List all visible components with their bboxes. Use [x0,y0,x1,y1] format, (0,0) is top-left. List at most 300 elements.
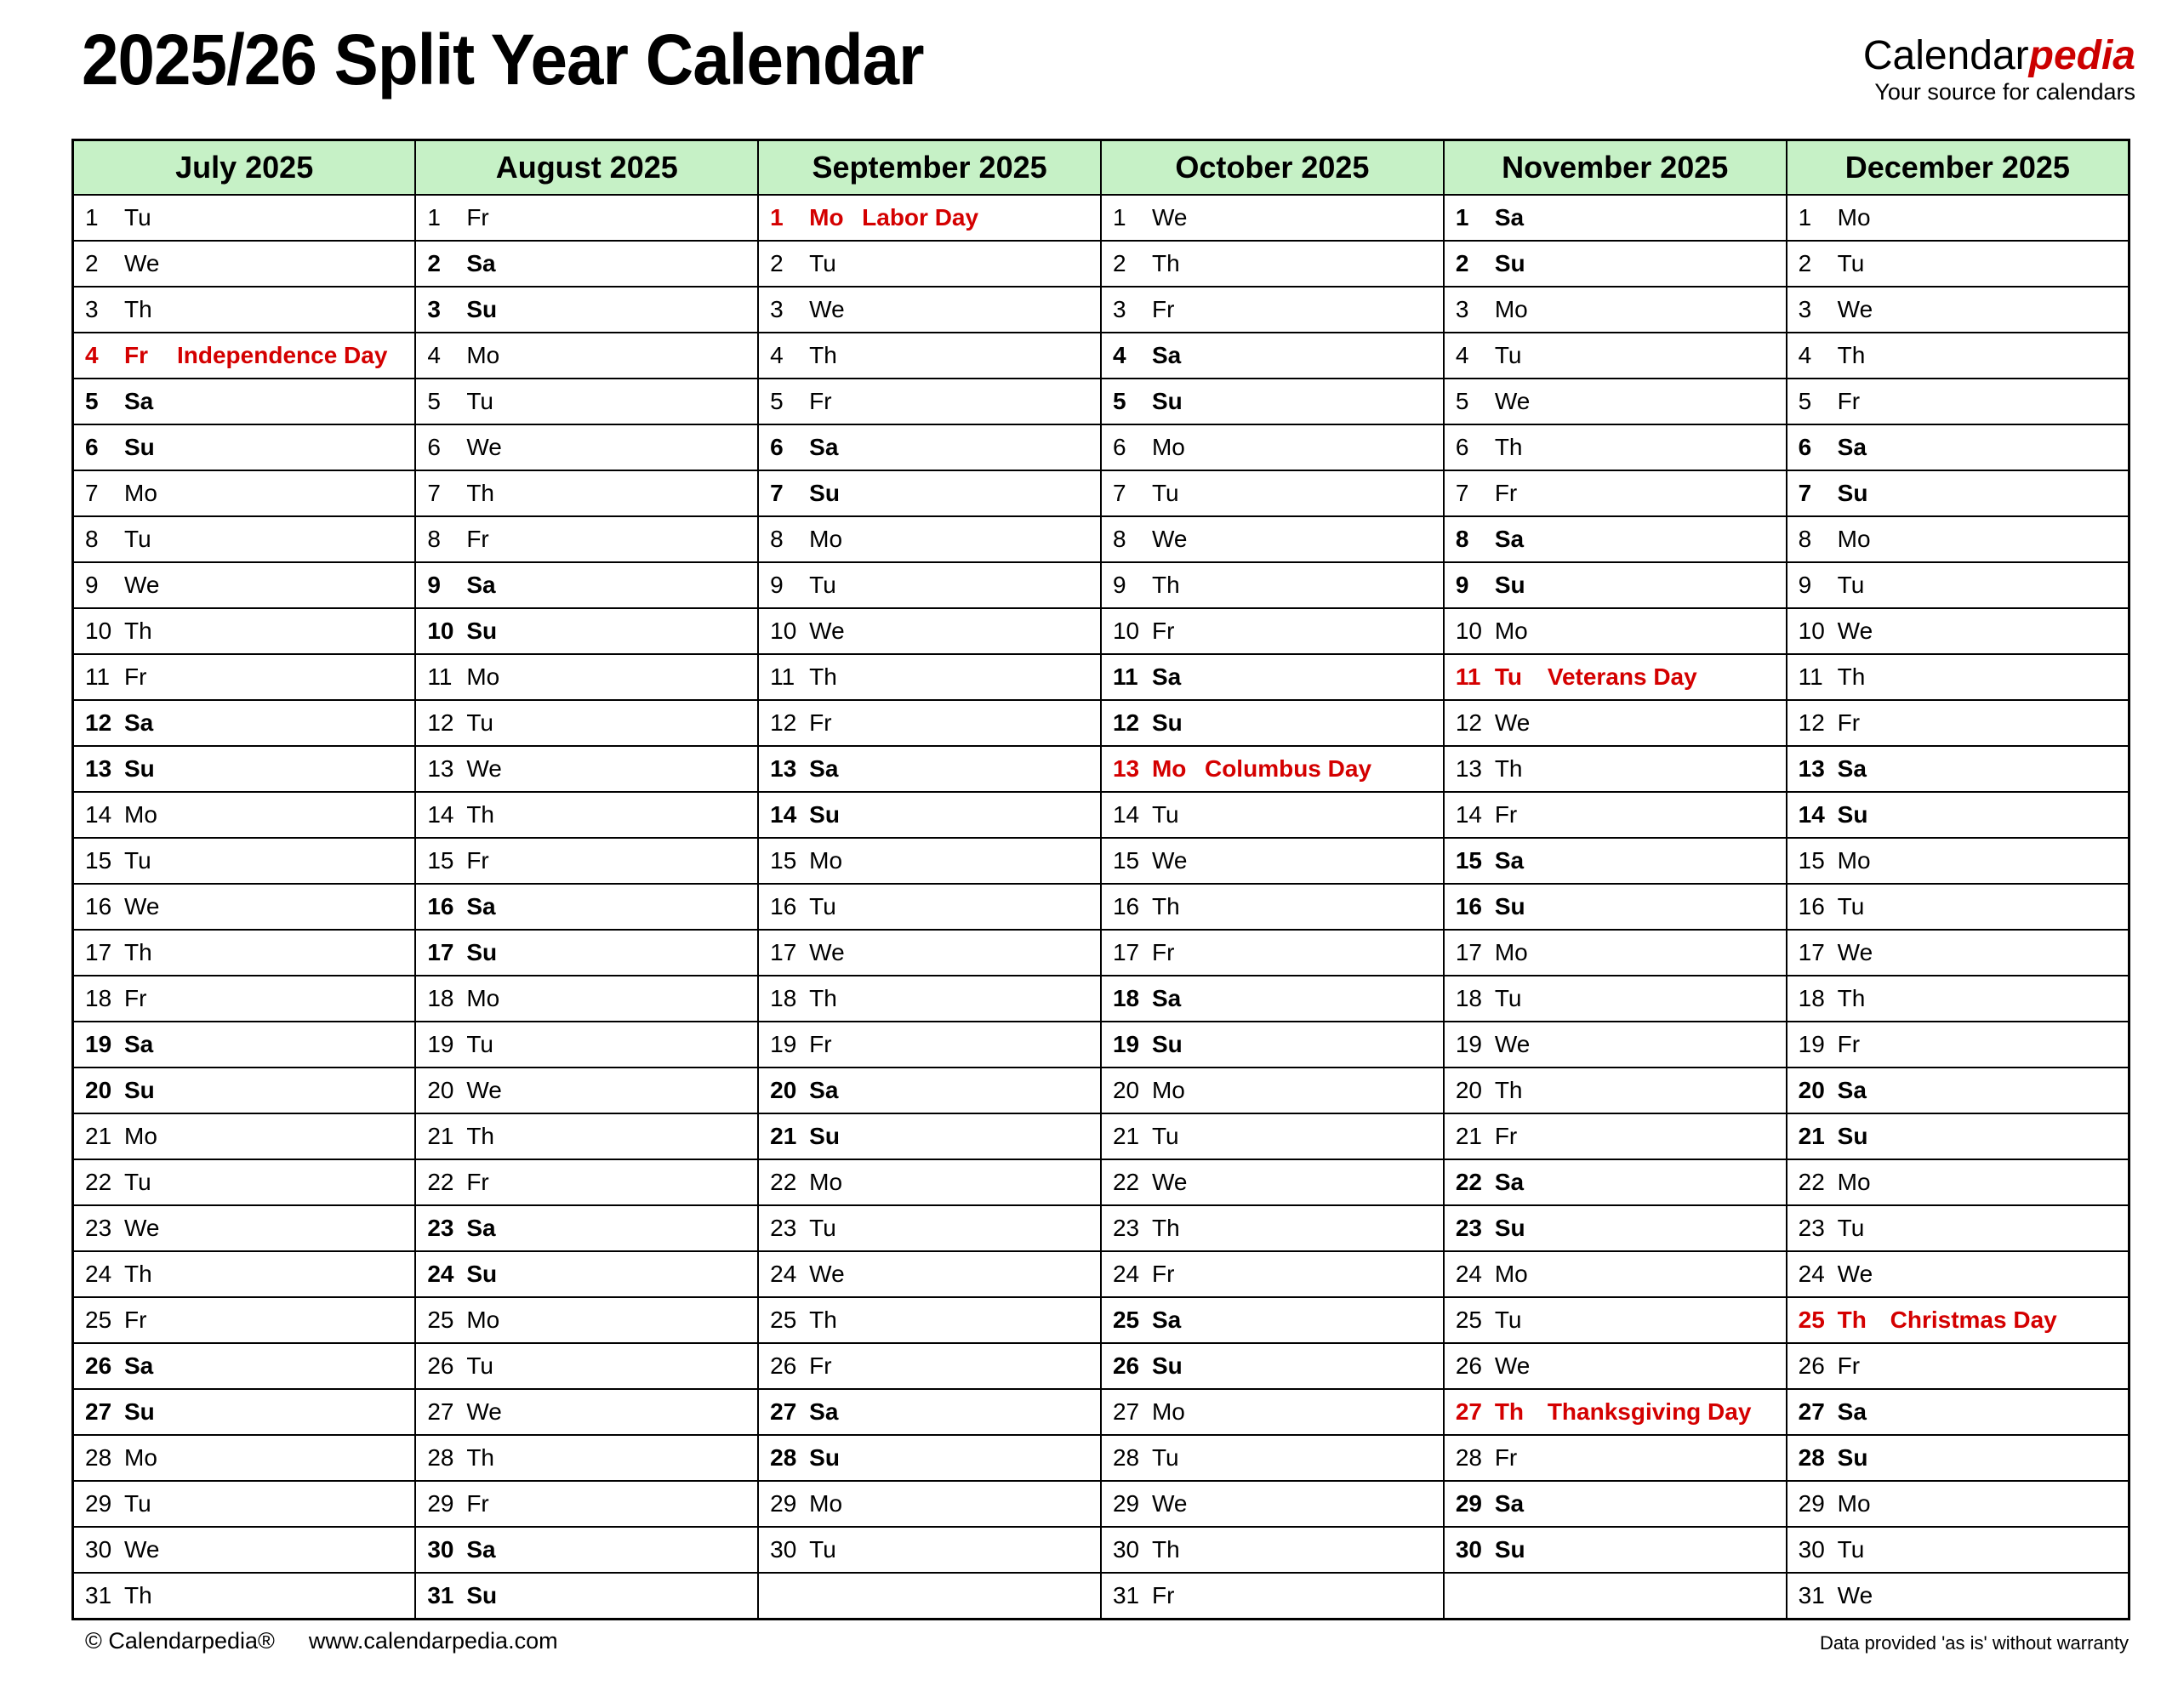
day-number: 25 [770,1307,797,1333]
day-number: 12 [85,709,112,736]
day-weekday: Sa [1151,985,1182,1011]
day-cell [1787,1435,2130,1481]
day-weekday: Mo [1151,755,1187,782]
day-weekday: Su [1494,893,1525,919]
day-row-21 [73,1113,2130,1159]
day-weekday: Fr [1494,1123,1518,1149]
day-cell [73,976,416,1022]
day-cell [758,838,1101,884]
day-weekday: Th [124,1582,152,1608]
day-number: 8 [427,526,441,552]
day-cell [1787,562,2130,608]
split-year-calendar-table [71,139,2130,1620]
day-cell [73,470,416,516]
day-cell [415,379,758,424]
day-number: 30 [1112,1536,1140,1563]
day-cell [1444,333,1787,379]
day-cell [1101,930,1444,976]
day-number: 4 [1798,342,1812,368]
day-cell [1787,1481,2130,1527]
day-number: 18 [770,985,797,1011]
day-weekday: Su [466,1261,498,1287]
day-cell [1787,1343,2130,1389]
day-number: 20 [770,1077,797,1103]
day-weekday: Tu [1494,342,1522,368]
day-number: 23 [1798,1215,1825,1241]
day-weekday: Su [1837,801,1868,828]
day-weekday: Tu [809,1215,836,1241]
day-number: 23 [85,1215,112,1241]
day-cell [1101,1527,1444,1573]
day-number: 16 [770,893,797,919]
day-number: 17 [427,939,454,965]
day-cell [415,654,758,700]
day-number: 30 [770,1536,797,1563]
day-weekday: Mo [1494,1261,1528,1287]
day-number: 10 [1798,618,1825,644]
day-cell [73,838,416,884]
day-number: 21 [427,1123,454,1149]
day-number: 17 [770,939,797,965]
day-row-13 [73,746,2130,792]
day-number: 9 [427,572,441,598]
day-cell [73,562,416,608]
day-cell [758,379,1101,424]
day-number: 27 [1455,1398,1482,1425]
day-cell [73,516,416,562]
day-number: 4 [427,342,441,368]
day-weekday: Tu [1151,1123,1179,1149]
day-weekday: Tu [466,1352,493,1379]
day-cell [1787,654,2130,700]
day-weekday: We [1151,204,1188,231]
day-cell [1444,1113,1787,1159]
day-cell [758,1022,1101,1068]
day-cell [73,1113,416,1159]
day-number: 25 [1112,1307,1140,1333]
day-number: 30 [1798,1536,1825,1563]
day-number: 31 [1798,1582,1825,1608]
day-cell [1787,746,2130,792]
day-cell [1444,379,1787,424]
day-weekday: Fr [1151,296,1175,322]
day-row-22 [73,1159,2130,1205]
day-weekday: Th [466,1123,495,1149]
day-row-16 [73,884,2130,930]
day-number: 23 [427,1215,454,1241]
day-cell [758,792,1101,838]
day-number: 22 [1455,1169,1482,1195]
day-cell [1101,424,1444,470]
day-weekday: Su [1494,250,1525,276]
day-row-20 [73,1068,2130,1113]
day-cell [73,1159,416,1205]
holiday-label: Thanksgiving Day [1547,1398,1752,1425]
day-weekday: Mo [1837,1490,1871,1517]
day-weekday: Mo [809,204,844,231]
day-cell [1101,1022,1444,1068]
day-cell [415,195,758,241]
day-cell [1444,1251,1787,1297]
day-row-2 [73,241,2130,287]
day-weekday: Sa [466,1536,496,1563]
day-cell [415,1068,758,1113]
day-number: 9 [1112,572,1126,598]
day-weekday: Mo [466,1307,500,1333]
day-number: 9 [85,572,99,598]
day-weekday: Fr [1494,480,1518,506]
day-weekday: Th [466,1444,495,1471]
day-cell [1444,287,1787,333]
day-cell [1101,1068,1444,1113]
day-weekday: Tu [466,709,493,736]
day-number: 6 [1455,434,1469,460]
day-cell [415,1251,758,1297]
day-weekday: Su [809,480,840,506]
copyright-text: © Calendarpedia® [85,1628,275,1654]
day-row-10 [73,608,2130,654]
month-header-december-2025: December 2025 [1787,140,2130,196]
day-weekday: We [809,939,845,965]
day-weekday: Mo [466,985,500,1011]
logo-text-black: Calendar [1862,33,2029,78]
day-cell [1444,1481,1787,1527]
day-cell [1787,516,2130,562]
day-cell [1444,608,1787,654]
day-cell [758,1389,1101,1435]
day-weekday: Fr [1494,1444,1518,1471]
day-weekday: We [1494,1352,1531,1379]
month-header-july-2025: July 2025 [73,140,416,196]
day-number: 13 [85,755,112,782]
day-number: 19 [1112,1031,1140,1057]
day-number: 24 [1798,1261,1825,1287]
day-weekday: We [809,618,845,644]
day-cell [1787,333,2130,379]
day-weekday: Fr [809,709,832,736]
day-number: 18 [1455,985,1482,1011]
day-number: 12 [1112,709,1140,736]
day-weekday: Mo [1151,434,1185,460]
day-weekday: Fr [124,663,147,690]
day-number: 30 [85,1536,112,1563]
day-weekday: We [1151,1169,1188,1195]
day-weekday: Sa [466,572,496,598]
day-number: 14 [1798,801,1825,828]
day-cell [1101,1573,1444,1620]
day-cell [73,1527,416,1573]
day-weekday: Sa [809,755,839,782]
day-cell [415,1297,758,1343]
day-number: 14 [85,801,112,828]
day-cell [1101,379,1444,424]
day-number: 9 [770,572,784,598]
day-number: 27 [1798,1398,1825,1425]
day-weekday: Sa [1494,204,1525,231]
day-cell [1444,195,1787,241]
holiday-cell [1101,746,1444,792]
day-weekday: Mo [1494,618,1528,644]
day-weekday: Fr [1837,388,1861,414]
day-cell [73,1068,416,1113]
day-number: 27 [427,1398,454,1425]
day-weekday: Sa [1151,342,1182,368]
day-cell [1101,884,1444,930]
day-number: 16 [1455,893,1482,919]
day-row-19 [73,1022,2130,1068]
day-weekday: Su [809,1123,840,1149]
day-cell [415,333,758,379]
day-weekday: We [1494,1031,1531,1057]
day-cell [1444,930,1787,976]
day-weekday: Fr [1837,1352,1861,1379]
day-number: 29 [85,1490,112,1517]
day-number: 24 [1455,1261,1482,1287]
month-header-row [73,140,2130,196]
day-cell [73,1481,416,1527]
day-weekday: Sa [1151,1307,1182,1333]
day-number: 30 [427,1536,454,1563]
day-cell [1787,424,2130,470]
day-number: 18 [85,985,112,1011]
day-cell [1101,700,1444,746]
footer-left [85,1628,558,1654]
day-cell [1101,516,1444,562]
day-weekday: Fr [1151,1582,1175,1608]
day-cell [758,333,1101,379]
day-weekday: Mo [124,1123,157,1149]
day-cell [415,424,758,470]
day-weekday: We [466,434,502,460]
day-weekday: Mo [1837,204,1871,231]
day-cell [1787,930,2130,976]
day-weekday: Su [1151,1352,1183,1379]
day-number: 23 [770,1215,797,1241]
day-number: 9 [1455,572,1469,598]
day-cell [1101,562,1444,608]
day-cell [73,379,416,424]
day-cell [73,654,416,700]
day-number: 4 [1455,342,1469,368]
day-number: 4 [770,342,784,368]
day-cell [758,1297,1101,1343]
day-number: 27 [1112,1398,1140,1425]
day-row-5 [73,379,2130,424]
brand-tagline: Your source for calendars [1874,78,2135,105]
day-number: 11 [1455,663,1481,690]
day-number: 20 [427,1077,454,1103]
day-number: 26 [427,1352,454,1379]
day-weekday: Th [1837,663,1866,690]
day-weekday: Mo [466,663,500,690]
day-cell [1787,1159,2130,1205]
day-weekday: Su [1151,1031,1183,1057]
day-row-27 [73,1389,2130,1435]
day-weekday: We [124,1215,160,1241]
day-row-12 [73,700,2130,746]
website-url: www.calendarpedia.com [308,1628,558,1654]
day-weekday: Mo [1837,847,1871,874]
day-cell [758,1527,1101,1573]
day-number: 20 [85,1077,112,1103]
day-weekday: Mo [809,847,843,874]
day-number: 29 [770,1490,797,1517]
day-cell [1787,1205,2130,1251]
day-cell [415,1022,758,1068]
day-cell [758,608,1101,654]
day-row-28 [73,1435,2130,1481]
day-number: 6 [1112,434,1126,460]
day-cell [758,287,1101,333]
day-cell [73,1251,416,1297]
day-weekday: Fr [466,847,489,874]
day-number: 29 [427,1490,454,1517]
day-cell [415,976,758,1022]
day-weekday: Su [466,618,498,644]
empty-cell [758,1573,1101,1620]
day-cell [73,608,416,654]
day-number: 19 [1798,1031,1825,1057]
day-cell [1101,1481,1444,1527]
day-row-31 [73,1573,2130,1620]
day-number: 28 [1798,1444,1825,1471]
day-weekday: Tu [124,1490,151,1517]
day-weekday: Sa [1151,663,1182,690]
day-number: 6 [427,434,441,460]
day-number: 6 [770,434,784,460]
day-weekday: Su [1494,1536,1525,1563]
day-cell [73,792,416,838]
day-number: 26 [1112,1352,1140,1379]
day-weekday: Tu [1494,1307,1522,1333]
day-weekday: Sa [1494,847,1525,874]
day-cell [415,884,758,930]
day-cell [1101,241,1444,287]
day-number: 17 [1112,939,1140,965]
day-weekday: Fr [124,342,148,368]
day-number: 9 [1798,572,1812,598]
day-weekday: We [1494,388,1531,414]
day-weekday: Tu [809,572,836,598]
day-number: 17 [1798,939,1825,965]
day-weekday: Mo [809,1490,843,1517]
day-row-1 [73,195,2130,241]
day-cell [1101,792,1444,838]
day-number: 20 [1112,1077,1140,1103]
day-weekday: Su [124,755,155,782]
day-weekday: Fr [124,1307,147,1333]
day-cell [73,1389,416,1435]
day-number: 2 [1798,250,1812,276]
day-number: 29 [1455,1490,1482,1517]
day-number: 28 [85,1444,112,1471]
day-weekday: Sa [1837,1077,1867,1103]
day-number: 21 [1112,1123,1140,1149]
day-cell [1787,700,2130,746]
day-cell [758,562,1101,608]
day-number: 5 [770,388,784,414]
day-cell [1787,1068,2130,1113]
day-cell [1101,654,1444,700]
day-number: 17 [1455,939,1482,965]
day-weekday: Su [1494,1215,1525,1241]
day-cell [1444,241,1787,287]
day-weekday: Th [1494,755,1523,782]
day-cell [415,1159,758,1205]
day-number: 2 [770,250,784,276]
day-weekday: Th [1151,893,1180,919]
day-cell [73,424,416,470]
day-cell [415,1527,758,1573]
day-weekday: Th [1151,250,1180,276]
day-weekday: Tu [1494,985,1522,1011]
day-cell [1101,195,1444,241]
day-cell [73,1573,416,1620]
day-weekday: Tu [1837,1536,1865,1563]
day-number: 25 [427,1307,454,1333]
day-number: 15 [1112,847,1140,874]
day-weekday: Fr [466,1169,489,1195]
day-number: 28 [1112,1444,1140,1471]
day-row-29 [73,1481,2130,1527]
day-cell [758,930,1101,976]
day-number: 19 [770,1031,797,1057]
day-cell [758,884,1101,930]
day-cell [1787,470,2130,516]
day-cell [758,424,1101,470]
day-number: 11 [770,663,795,690]
day-cell [758,1435,1101,1481]
day-number: 3 [1798,296,1812,322]
holiday-label: Christmas Day [1890,1307,2057,1333]
day-weekday: Su [809,801,840,828]
day-number: 28 [427,1444,454,1471]
day-number: 18 [1798,985,1825,1011]
day-weekday: Th [1837,985,1866,1011]
day-row-11 [73,654,2130,700]
day-number: 21 [1798,1123,1825,1149]
day-cell [415,746,758,792]
day-weekday: Su [1837,1444,1868,1471]
day-weekday: Th [124,939,152,965]
day-weekday: Fr [466,204,489,231]
day-number: 23 [1112,1215,1140,1241]
day-cell [415,1435,758,1481]
day-weekday: Tu [1494,663,1522,690]
day-weekday: Tu [1837,893,1865,919]
day-number: 21 [1455,1123,1482,1149]
day-weekday: Sa [809,434,839,460]
day-weekday: Th [809,663,837,690]
day-row-14 [73,792,2130,838]
day-number: 1 [427,204,441,231]
calendarpedia-logo [1863,34,2135,79]
day-weekday: Th [809,985,837,1011]
day-number: 1 [770,204,784,231]
day-weekday: Sa [124,1352,154,1379]
day-cell [1444,424,1787,470]
day-weekday: Mo [809,526,843,552]
day-number: 7 [1112,480,1126,506]
day-number: 20 [1455,1077,1482,1103]
day-cell [415,608,758,654]
day-cell [415,1113,758,1159]
day-number: 14 [770,801,797,828]
day-weekday: We [466,755,502,782]
day-number: 2 [85,250,99,276]
day-weekday: Su [124,1077,155,1103]
day-weekday: Fr [809,1352,832,1379]
